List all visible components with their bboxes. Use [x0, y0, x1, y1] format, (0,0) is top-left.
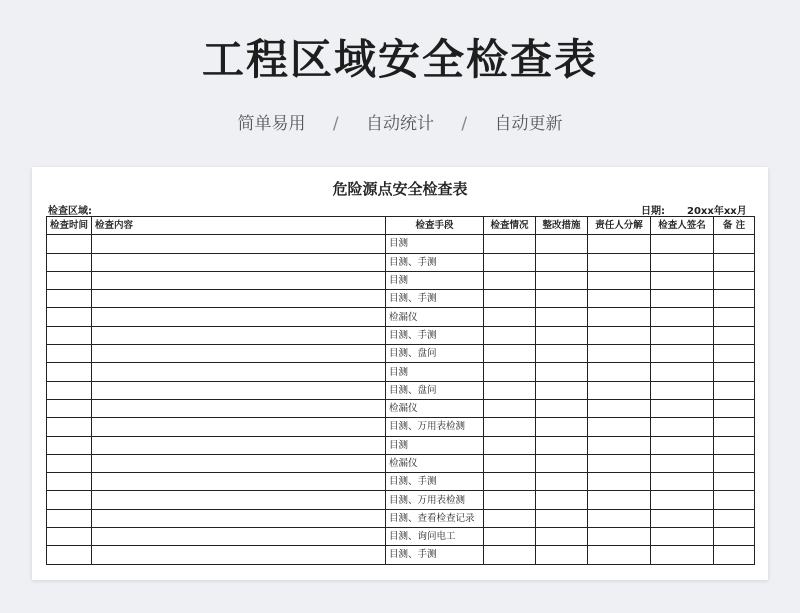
table-cell[interactable]: [714, 290, 755, 308]
table-cell[interactable]: [714, 473, 755, 491]
table-cell[interactable]: [651, 345, 714, 363]
table-cell[interactable]: [588, 253, 651, 271]
table-cell[interactable]: [588, 271, 651, 289]
table-cell[interactable]: [47, 308, 92, 326]
table-cell[interactable]: [588, 399, 651, 417]
table-cell[interactable]: [588, 473, 651, 491]
page-title: 工程区域安全检查表: [201, 35, 598, 84]
table-header-row: [47, 217, 755, 235]
table-cell[interactable]: [92, 363, 386, 381]
table-cell[interactable]: [588, 235, 651, 253]
table-cell[interactable]: [536, 381, 588, 399]
table-cell[interactable]: [92, 271, 386, 289]
table-cell[interactable]: [47, 418, 92, 436]
table-cell[interactable]: [47, 399, 92, 417]
table-cell[interactable]: [714, 363, 755, 381]
table-row: [47, 436, 755, 454]
table-cell[interactable]: [536, 436, 588, 454]
table-cell[interactable]: [484, 235, 536, 253]
table-cell[interactable]: [47, 546, 92, 564]
col-header: 整改措施: [536, 217, 588, 235]
table-cell[interactable]: [47, 509, 92, 527]
table-cell[interactable]: [651, 399, 714, 417]
table-cell[interactable]: [92, 528, 386, 546]
table-cell[interactable]: [714, 235, 755, 253]
table-cell[interactable]: [47, 253, 92, 271]
feature-3: 自动更新: [494, 114, 563, 134]
table-cell[interactable]: [536, 454, 588, 472]
table-cell[interactable]: [714, 271, 755, 289]
table-cell[interactable]: [651, 473, 714, 491]
method-cell[interactable]: 目测、手测: [386, 290, 484, 308]
table-cell[interactable]: [92, 454, 386, 472]
table-cell[interactable]: [651, 454, 714, 472]
table-cell[interactable]: [714, 326, 755, 344]
table-cell[interactable]: [651, 418, 714, 436]
feature-1: 简单易用: [237, 114, 306, 134]
table-row: [47, 290, 755, 308]
method-cell[interactable]: 目测、手测: [386, 473, 484, 491]
table-cell[interactable]: [536, 290, 588, 308]
table-cell[interactable]: [536, 473, 588, 491]
table-cell[interactable]: [588, 491, 651, 509]
feature-2: 自动统计: [366, 114, 434, 134]
table-cell[interactable]: [484, 509, 536, 527]
table-row: [47, 509, 755, 527]
table-row: [47, 363, 755, 381]
table-cell[interactable]: [714, 546, 755, 564]
table-cell[interactable]: [92, 308, 386, 326]
table-cell[interactable]: [651, 509, 714, 527]
table-cell[interactable]: [588, 528, 651, 546]
table-cell[interactable]: [484, 308, 536, 326]
table-cell[interactable]: [588, 454, 651, 472]
table-cell[interactable]: [588, 546, 651, 564]
table-cell[interactable]: [714, 436, 755, 454]
table-cell[interactable]: [47, 473, 92, 491]
table-cell[interactable]: [92, 546, 386, 564]
table-cell[interactable]: [714, 345, 755, 363]
table-cell[interactable]: [651, 308, 714, 326]
table-cell[interactable]: [714, 418, 755, 436]
method-cell[interactable]: 目测、手测: [386, 253, 484, 271]
table-cell[interactable]: [92, 381, 386, 399]
table-cell[interactable]: [651, 326, 714, 344]
table-cell[interactable]: [47, 235, 92, 253]
table-cell[interactable]: [588, 345, 651, 363]
table-cell[interactable]: [92, 399, 386, 417]
table-cell[interactable]: [588, 418, 651, 436]
col-header: 检查人签名: [651, 217, 714, 235]
table-cell[interactable]: [484, 253, 536, 271]
date-field: [641, 202, 747, 217]
table-cell[interactable]: [484, 271, 536, 289]
date-value: 20xx年xx月: [687, 206, 747, 217]
method-cell[interactable]: 目测、万用表检测: [386, 418, 484, 436]
method-cell[interactable]: 检漏仪: [386, 308, 484, 326]
table-cell[interactable]: [484, 363, 536, 381]
table-cell[interactable]: [47, 491, 92, 509]
table-cell[interactable]: [651, 271, 714, 289]
table-cell[interactable]: [92, 491, 386, 509]
table-cell[interactable]: [714, 509, 755, 527]
table-cell[interactable]: [92, 253, 386, 271]
table-cell[interactable]: [484, 546, 536, 564]
table-cell[interactable]: [714, 491, 755, 509]
table-row: [47, 308, 755, 326]
table-cell[interactable]: [588, 381, 651, 399]
col-header: 检查情况: [484, 217, 536, 235]
table-cell[interactable]: [714, 399, 755, 417]
table-cell[interactable]: [47, 363, 92, 381]
table-cell[interactable]: [536, 308, 588, 326]
table-row: [47, 326, 755, 344]
table-cell[interactable]: [714, 454, 755, 472]
table-cell[interactable]: [47, 528, 92, 546]
table-cell[interactable]: [47, 345, 92, 363]
table-cell[interactable]: [47, 381, 92, 399]
table-cell[interactable]: [588, 509, 651, 527]
sheet-title: 危险源点安全检查表: [332, 180, 468, 198]
separator-2: /: [461, 114, 468, 134]
table-cell[interactable]: [651, 290, 714, 308]
table-cell[interactable]: [536, 491, 588, 509]
col-header: 检查内容: [92, 217, 386, 235]
table-cell[interactable]: [588, 326, 651, 344]
spreadsheet-preview: [32, 167, 768, 580]
method-cell[interactable]: 目测、盘问: [386, 345, 484, 363]
method-cell[interactable]: 目测: [386, 363, 484, 381]
table-cell[interactable]: [47, 326, 92, 344]
inspection-table: [46, 216, 755, 565]
table-row: [47, 345, 755, 363]
table-cell[interactable]: [714, 308, 755, 326]
table-cell[interactable]: [484, 290, 536, 308]
table-row: [47, 454, 755, 472]
table-row: [47, 381, 755, 399]
table-cell[interactable]: [651, 235, 714, 253]
table-cell[interactable]: [484, 399, 536, 417]
table-cell[interactable]: [92, 509, 386, 527]
table-cell[interactable]: [588, 290, 651, 308]
table-cell[interactable]: [536, 418, 588, 436]
table-cell[interactable]: [92, 326, 386, 344]
table-cell[interactable]: [536, 363, 588, 381]
table-row: [47, 235, 755, 253]
table-cell[interactable]: [651, 528, 714, 546]
table-cell[interactable]: [651, 363, 714, 381]
table-cell[interactable]: [536, 326, 588, 344]
table-cell[interactable]: [651, 546, 714, 564]
method-cell[interactable]: 目测、盘问: [386, 381, 484, 399]
table-cell[interactable]: [484, 436, 536, 454]
table-cell[interactable]: [588, 308, 651, 326]
method-cell[interactable]: 目测、手测: [386, 546, 484, 564]
inspection-area-label: 检查区域:: [48, 206, 92, 217]
table-cell[interactable]: [47, 290, 92, 308]
table-cell[interactable]: [47, 436, 92, 454]
method-cell[interactable]: 目测、手测: [386, 326, 484, 344]
feature-subtitle: [0, 112, 800, 136]
date-label: 日期:: [641, 206, 665, 217]
table-row: [47, 399, 755, 417]
table-cell[interactable]: [484, 345, 536, 363]
table-cell[interactable]: [536, 253, 588, 271]
table-cell[interactable]: [536, 528, 588, 546]
table-row: [47, 271, 755, 289]
method-cell[interactable]: 目测、查看检查记录: [386, 509, 484, 527]
table-cell[interactable]: [92, 473, 386, 491]
method-cell[interactable]: 检漏仪: [386, 399, 484, 417]
table-cell[interactable]: [484, 381, 536, 399]
table-cell[interactable]: [588, 436, 651, 454]
table-row: [47, 546, 755, 564]
table-cell[interactable]: [484, 326, 536, 344]
table-cell[interactable]: [484, 528, 536, 546]
table-cell[interactable]: [536, 509, 588, 527]
col-header: 备 注: [714, 217, 755, 235]
table-cell[interactable]: [651, 253, 714, 271]
table-cell[interactable]: [588, 363, 651, 381]
table-cell[interactable]: [92, 235, 386, 253]
table-cell[interactable]: [536, 345, 588, 363]
col-header: 责任人分解: [588, 217, 651, 235]
table-row: [47, 418, 755, 436]
table-cell[interactable]: [536, 235, 588, 253]
method-cell[interactable]: 目测、询问电工: [386, 528, 484, 546]
table-cell[interactable]: [651, 381, 714, 399]
table-cell[interactable]: [484, 473, 536, 491]
table-cell[interactable]: [484, 418, 536, 436]
table-row: [47, 473, 755, 491]
table-cell[interactable]: [47, 454, 92, 472]
method-cell[interactable]: 检漏仪: [386, 454, 484, 472]
method-cell[interactable]: 目测: [386, 436, 484, 454]
table-cell[interactable]: [536, 546, 588, 564]
col-header: 检查手段: [386, 217, 484, 235]
table-cell[interactable]: [714, 528, 755, 546]
method-cell[interactable]: 目测: [386, 271, 484, 289]
method-cell[interactable]: 目测: [386, 235, 484, 253]
table-cell[interactable]: [92, 418, 386, 436]
table-cell[interactable]: [536, 399, 588, 417]
table-cell[interactable]: [92, 290, 386, 308]
table-cell[interactable]: [47, 271, 92, 289]
table-row: [47, 253, 755, 271]
table-cell[interactable]: [484, 491, 536, 509]
table-cell[interactable]: [651, 436, 714, 454]
table-row: [47, 491, 755, 509]
table-cell[interactable]: [714, 253, 755, 271]
method-cell[interactable]: 目测、万用表检测: [386, 491, 484, 509]
table-cell[interactable]: [536, 271, 588, 289]
table-cell[interactable]: [92, 436, 386, 454]
table-cell[interactable]: [92, 345, 386, 363]
table-cell[interactable]: [714, 381, 755, 399]
table-cell[interactable]: [651, 491, 714, 509]
separator-1: /: [332, 114, 339, 134]
table-cell[interactable]: [484, 454, 536, 472]
table-row: [47, 528, 755, 546]
col-header: 检查时间: [47, 217, 92, 235]
